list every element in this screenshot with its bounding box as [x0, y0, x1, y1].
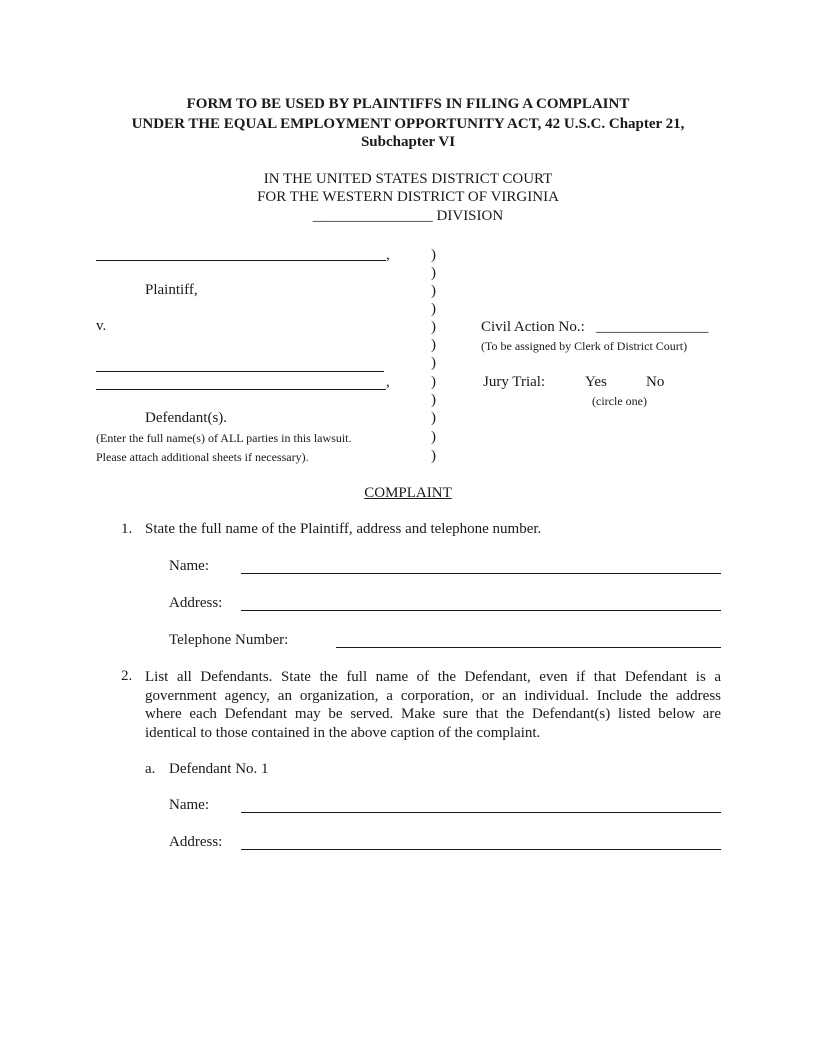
plaintiff-telephone-label: Telephone Number: — [169, 632, 289, 648]
plaintiff-name-label: Name: — [169, 558, 209, 574]
form-title-line-2: UNDER THE EQUAL EMPLOYMENT OPPORTUNITY ACT, 42 U.S.C. Chapter 21, — [131, 116, 685, 132]
jury-trial-no[interactable]: No — [646, 374, 665, 390]
defendant-label: Defendant(s). — [145, 410, 228, 426]
plaintiff-address-field[interactable] — [241, 610, 721, 611]
caption-paren: ) — [431, 283, 436, 299]
caption-paren: ) — [431, 247, 436, 263]
caption-paren: ) — [431, 392, 436, 408]
plaintiff-telephone-field[interactable] — [336, 647, 721, 648]
jury-trial-note: (circle one) — [592, 394, 647, 408]
defendant-1-address-label: Address: — [169, 834, 223, 850]
caption-paren: ) — [431, 301, 436, 317]
division-line — [0, 208, 816, 225]
plaintiff-name-line[interactable] — [96, 260, 386, 261]
civil-action-note: (To be assigned by Clerk of District Court) — [481, 339, 688, 353]
item-2-line-1: List all Defendants. State the full name of the Defendant, even if that Defendant is a — [145, 669, 721, 685]
plaintiff-name-field[interactable] — [241, 573, 721, 574]
item-2-number: 2. — [121, 668, 133, 684]
jury-trial-label: Jury Trial: — [483, 374, 546, 390]
defendant-name-line-2[interactable] — [96, 389, 386, 390]
item-1-text: State the full name of the Plaintiff, address and telephone number. — [145, 521, 542, 537]
caption-paren: ) — [431, 337, 436, 353]
plaintiff-label: Plaintiff, — [145, 282, 198, 298]
item-2-line-3: where each Defendant may be served. Make sure that the Defendant(s) listed below are — [145, 706, 721, 722]
complaint-heading: COMPLAINT — [364, 485, 452, 501]
form-title-line-1: FORM TO BE USED BY PLAINTIFFS IN FILING A COMPLAINT — [186, 96, 630, 112]
defendant-1-name-field[interactable] — [241, 812, 721, 813]
form-title-line-3: Subchapter VI — [360, 134, 456, 150]
item-2-line-2: government agency, an organization, a corporation, or an individual. Include the address — [145, 687, 721, 704]
division-label: DIVISION — [436, 208, 504, 224]
court-name-line-1: IN THE UNITED STATES DISTRICT COURT — [263, 171, 553, 187]
sub-item-a-letter: a. — [145, 761, 156, 777]
versus-label: v. — [96, 318, 107, 334]
civil-action-number-blank[interactable]: _______________ — [596, 319, 709, 335]
item-1-number: 1. — [121, 521, 133, 537]
caption-instruction-line-2: Please attach additional sheets if necessary). — [96, 450, 309, 464]
plaintiff-comma: , — [386, 247, 390, 263]
division-blank[interactable]: ________________ — [312, 208, 433, 224]
caption-paren: ) — [431, 265, 436, 281]
defendant-comma: , — [386, 374, 390, 390]
caption-paren: ) — [431, 319, 436, 335]
sub-item-a-text: Defendant No. 1 — [169, 761, 269, 777]
item-2-text — [145, 668, 721, 742]
item-2-line-4: identical to those contained in the above caption of the complaint. — [145, 724, 541, 741]
caption-instruction-line-1: (Enter the full name(s) of ALL parties in this lawsuit. — [96, 431, 352, 445]
caption-paren: ) — [431, 374, 436, 390]
caption-paren: ) — [431, 448, 436, 464]
jury-trial-yes[interactable]: Yes — [585, 374, 607, 390]
plaintiff-address-label: Address: — [169, 595, 223, 611]
defendant-1-name-label: Name: — [169, 797, 209, 813]
civil-action-label: Civil Action No.: — [481, 319, 585, 335]
court-name-line-2: FOR THE WESTERN DISTRICT OF VIRGINIA — [257, 189, 559, 205]
defendant-1-address-field[interactable] — [241, 849, 721, 850]
defendant-name-line-1[interactable] — [96, 371, 384, 372]
caption-paren: ) — [431, 410, 436, 426]
caption-paren: ) — [431, 355, 436, 371]
caption-paren: ) — [431, 429, 436, 445]
